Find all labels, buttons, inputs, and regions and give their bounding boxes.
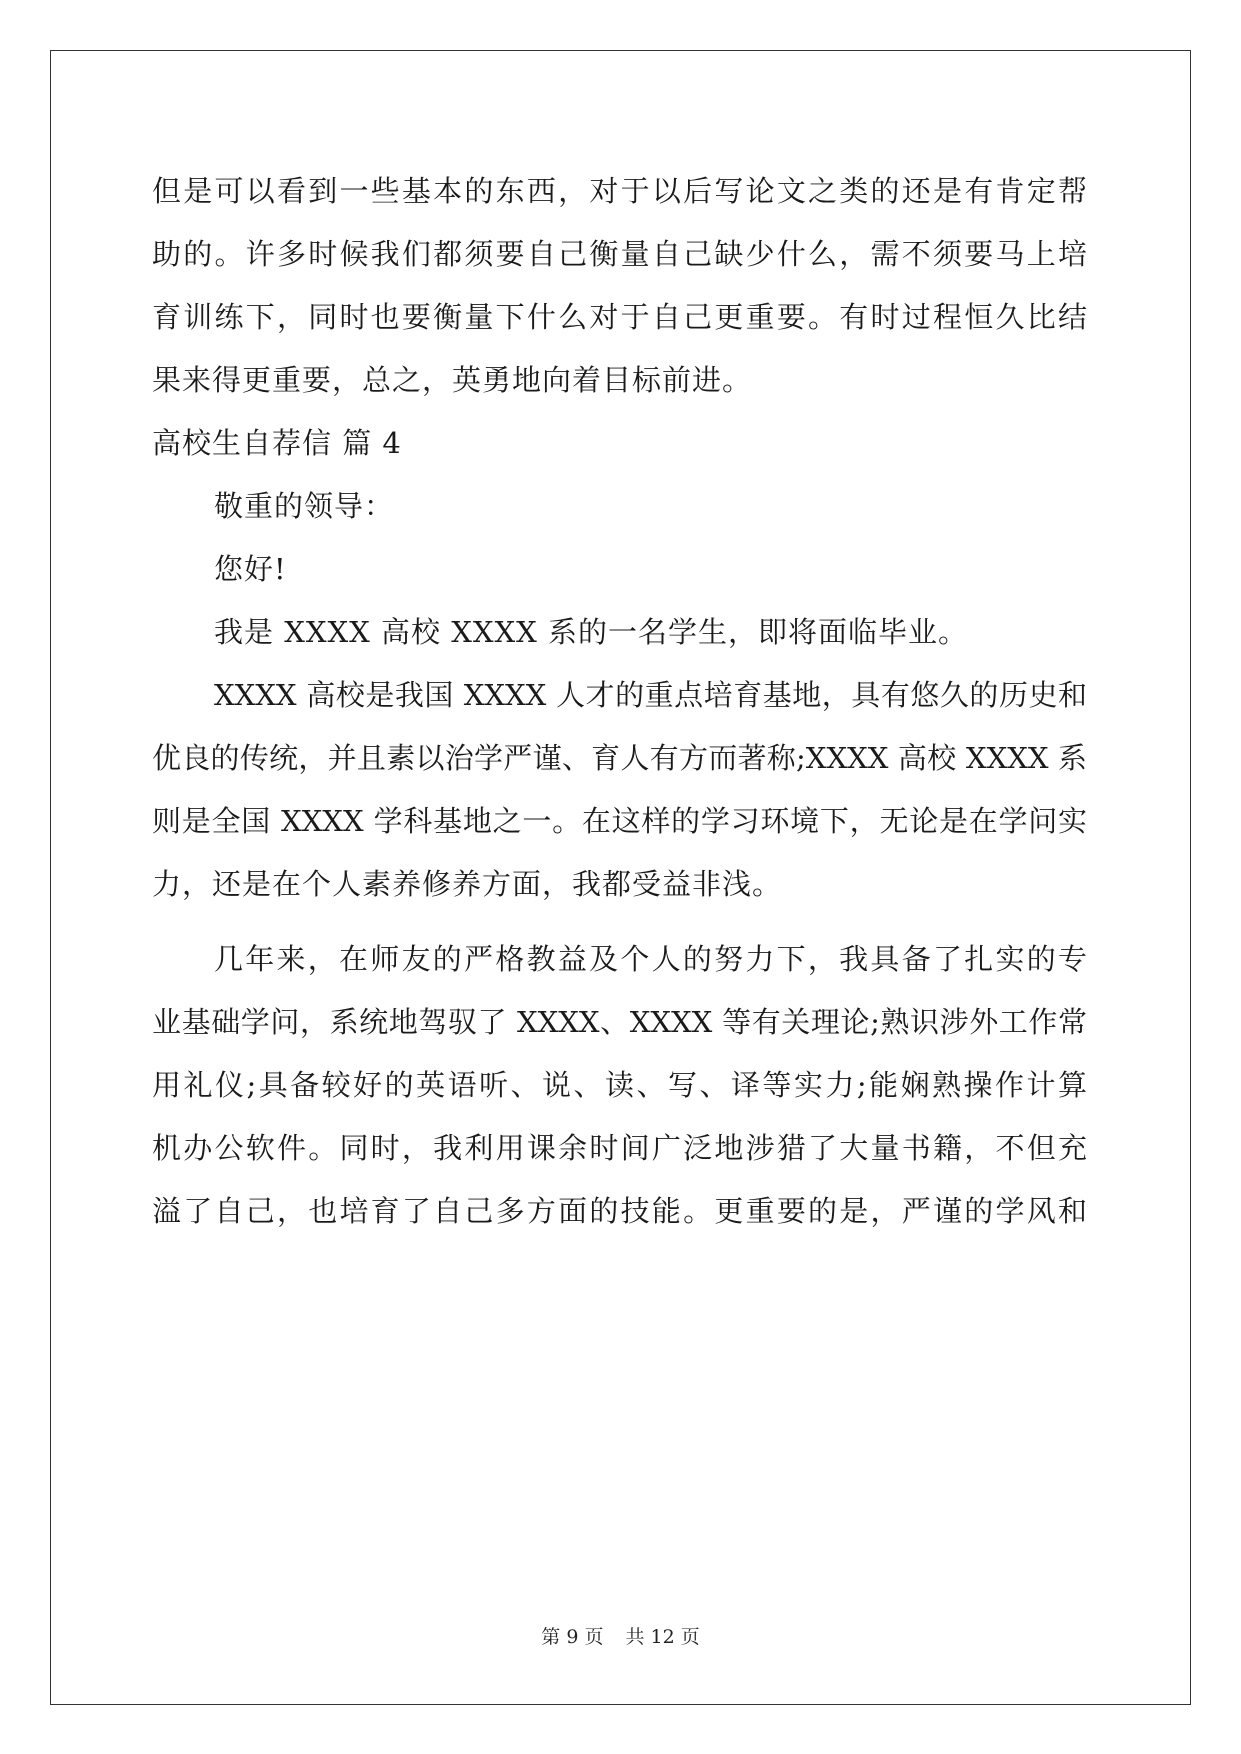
text-line: 则是全国 XXXX 学科基地之一。在这样的学习环境下，无论是在学问实 <box>152 804 1087 838</box>
text-line: 业基础学问，系统地驾驭了 XXXX、XXXX 等有关理论;熟识涉外工作常 <box>152 1005 1087 1039</box>
text-line: XXXX 高校是我国 XXXX 人才的重点培育基地，具有悠久的历史和 <box>214 678 1087 712</box>
page-number: 第 9 页 <box>541 1626 604 1648</box>
salutation: 敬重的领导： <box>214 489 395 523</box>
text-line: 机办公软件。同时，我利用课余时间广泛地涉猎了大量书籍，不但充 <box>152 1131 1087 1165</box>
text-line: 优良的传统，并且素以治学严谨、育人有方而著称;XXXX 高校 XXXX 系 <box>152 741 1087 775</box>
document-body <box>152 160 1087 1243</box>
page-total: 共 12 页 <box>625 1626 700 1648</box>
text-line: 助的。许多时候我们都须要自己衡量自己缺少什么，需不须要马上培 <box>152 237 1087 271</box>
greeting: 您好! <box>214 552 287 586</box>
text-line: 几年来，在师友的严格教益及个人的努力下，我具备了扎实的专 <box>214 942 1087 976</box>
text-line: 用礼仪;具备较好的英语听、说、读、写、译等实力;能娴熟操作计算 <box>152 1068 1087 1102</box>
section-heading: 高校生自荐信 篇 4 <box>152 426 402 460</box>
text-line: 育训练下，同时也要衡量下什么对于自己更重要。有时过程恒久比结 <box>152 300 1087 334</box>
page-footer <box>0 1622 1241 1649</box>
paragraph-intro: 我是 XXXX 高校 XXXX 系的一名学生，即将面临毕业。 <box>214 615 969 649</box>
text-line: 果来得更重要，总之，英勇地向着目标前进。 <box>152 363 753 397</box>
text-line: 溢了自己，也培育了自己多方面的技能。更重要的是，严谨的学风和 <box>152 1194 1087 1228</box>
text-line: 力，还是在个人素养修养方面，我都受益非浅。 <box>152 867 783 901</box>
text-line: 但是可以看到一些基本的东西，对于以后写论文之类的还是有肯定帮 <box>152 174 1087 208</box>
